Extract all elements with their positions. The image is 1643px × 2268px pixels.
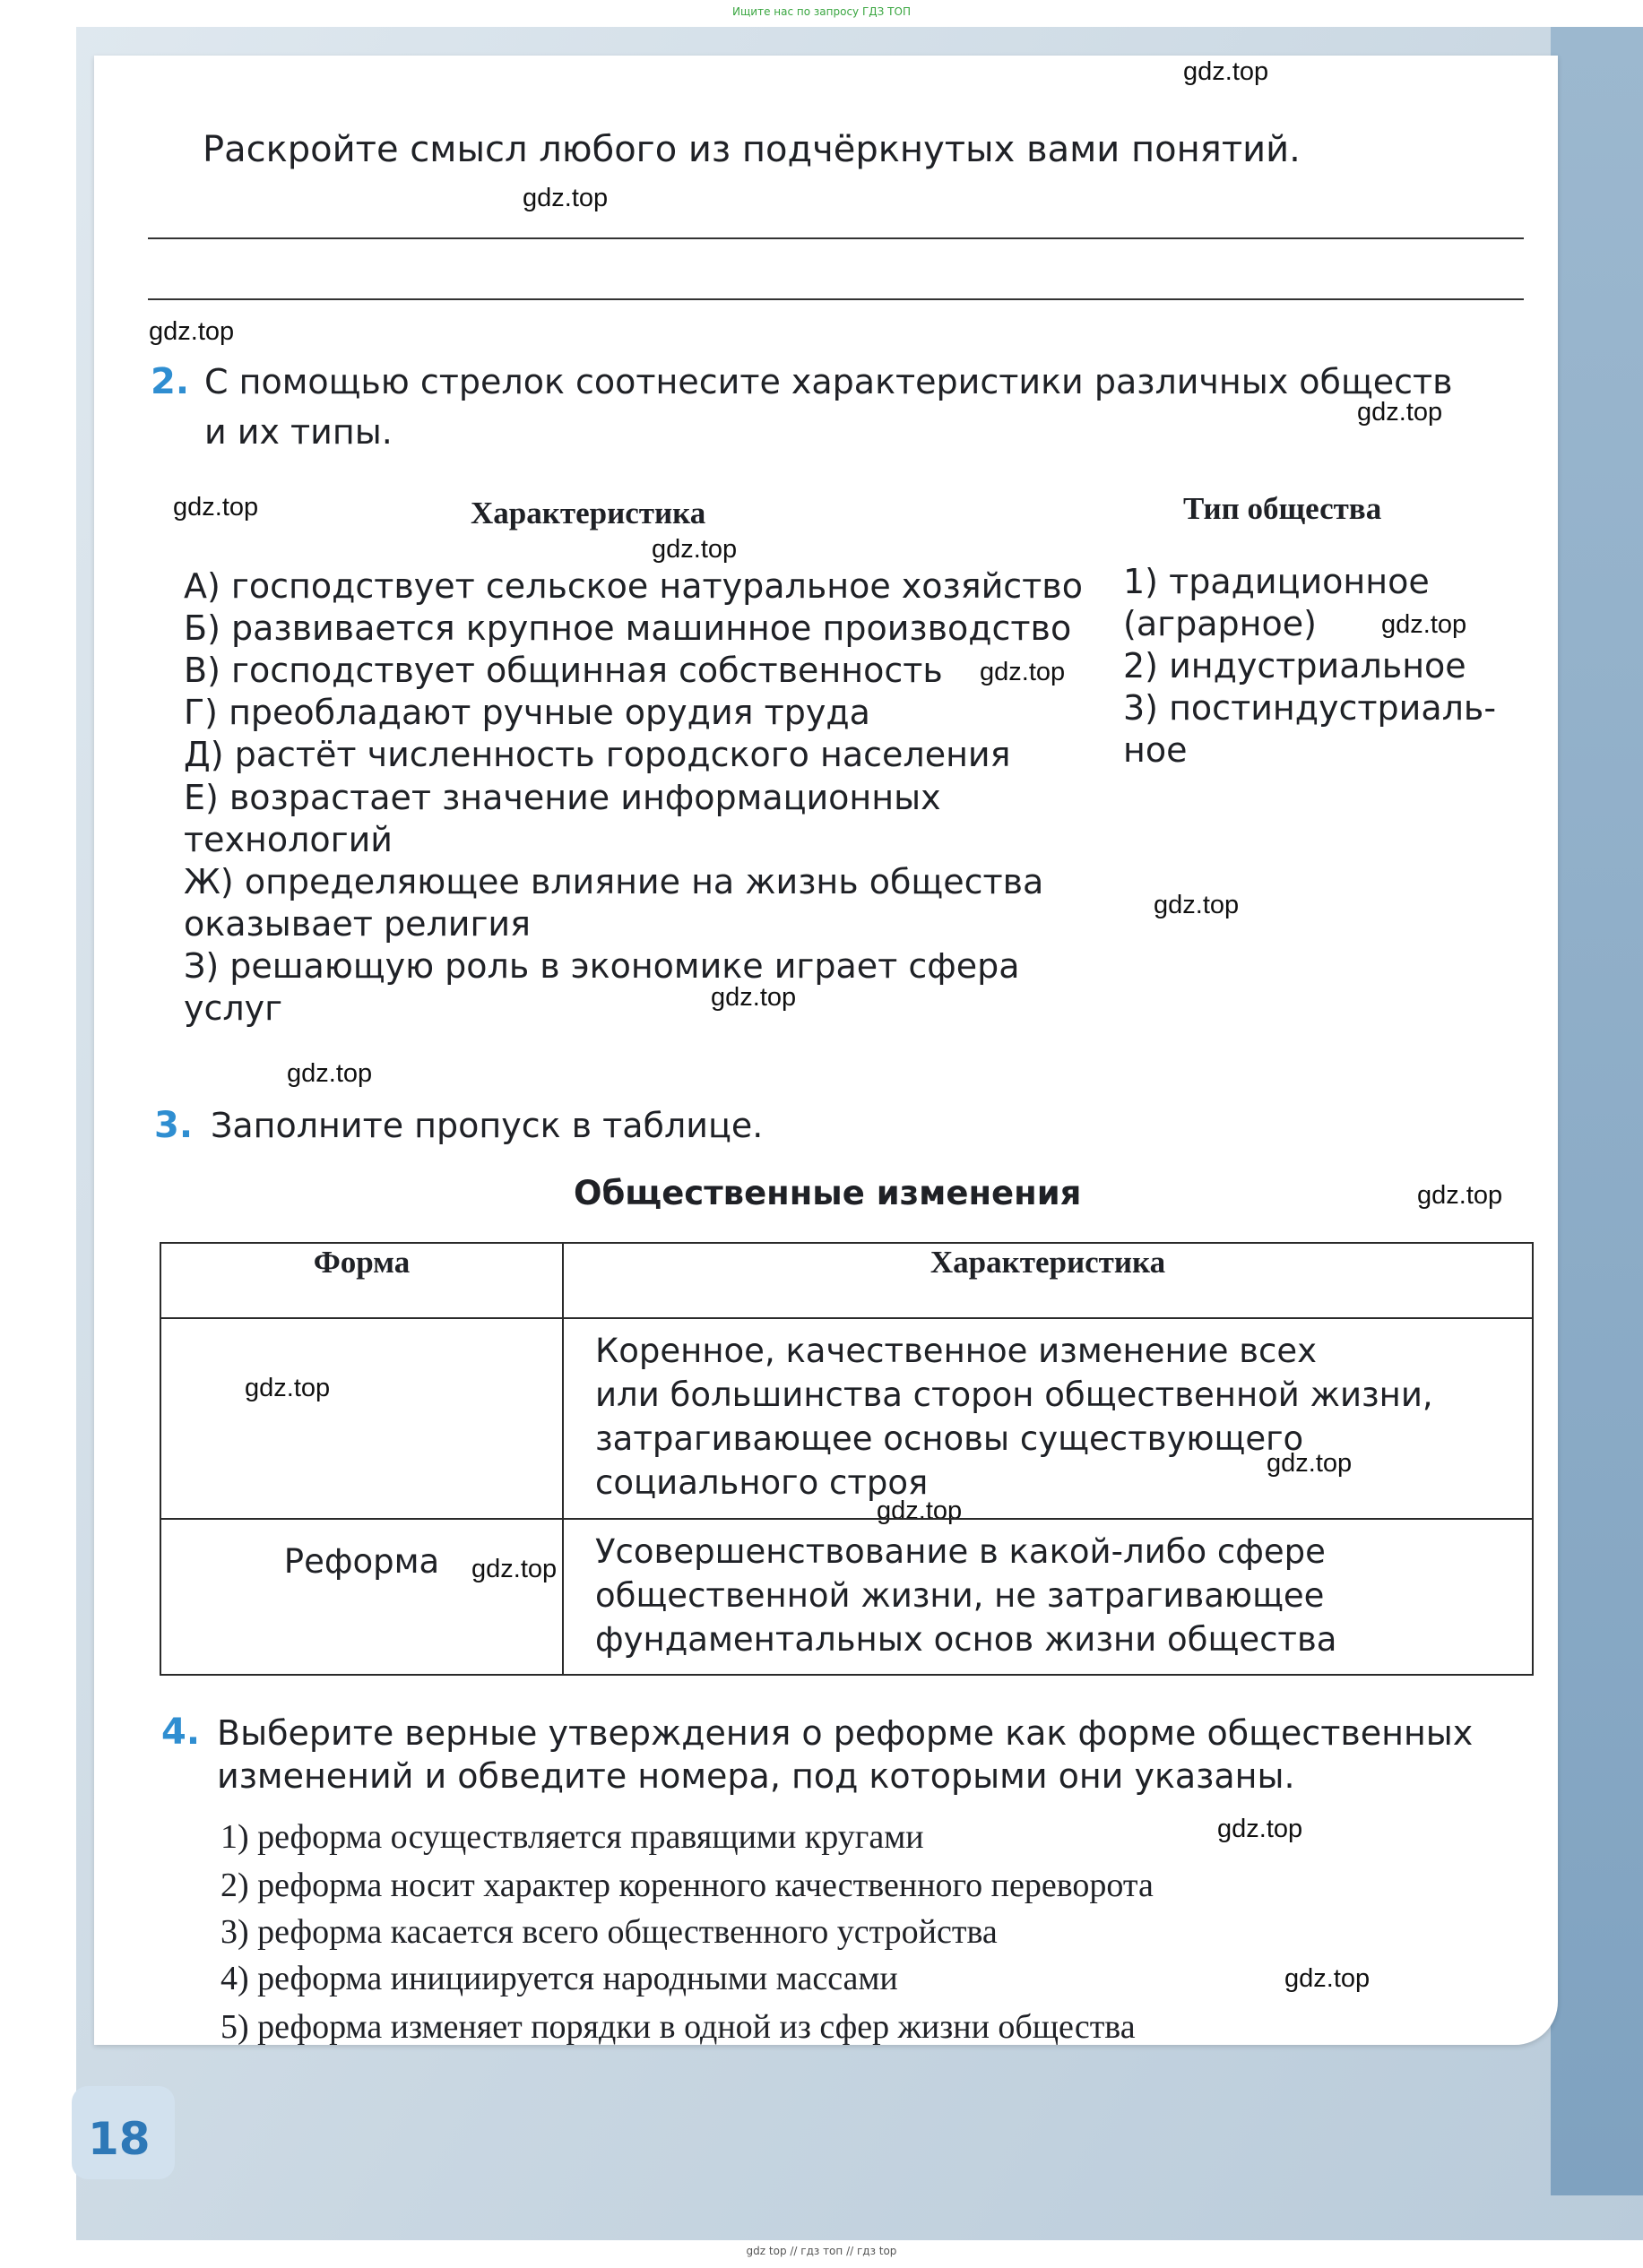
task2-instruction-line1: С помощью стрелок соотнесите характеристики различных обществ: [204, 362, 1453, 401]
char-item-e[interactable]: Е) возрастает значение информационных: [184, 778, 941, 817]
form-cell: [160, 1519, 563, 1675]
type-item-1-cont: (аграрное): [1123, 604, 1317, 643]
watermark: gdz.top: [1183, 57, 1269, 86]
watermark: gdz.top: [523, 184, 609, 212]
char-item-g[interactable]: Г) преобладают ручные орудия труда: [184, 693, 870, 732]
task4-instruction-line2: изменений и обведите номера, под которыми они указаны.: [217, 1756, 1295, 1796]
char-item-b[interactable]: Б) развивается крупное машинное производство: [184, 608, 1072, 648]
char-item-z[interactable]: З) решающую роль в экономике играет сфера: [184, 946, 1020, 986]
watermark: gdz.top: [1284, 1964, 1371, 1993]
type-item-3[interactable]: 3) постиндустриаль-: [1123, 688, 1497, 728]
watermark: gdz.top: [245, 1374, 331, 1402]
table-header-row: [160, 1243, 1533, 1318]
type-item-1[interactable]: 1) традиционное: [1123, 562, 1430, 601]
watermark: gdz.top: [1357, 398, 1443, 427]
page-number: 18: [88, 2113, 151, 2165]
watermark: gdz.top: [471, 1555, 558, 1583]
header-characteristic: Характеристика: [563, 1243, 1533, 1318]
task2-number: 2.: [151, 361, 190, 402]
option-4[interactable]: 4) реформа инициируется народными массами: [221, 1960, 898, 1997]
characteristics-header: Характеристика: [471, 496, 706, 530]
bottom-banner: gdz top // гдз топ // гдз top: [746, 2245, 897, 2257]
characteristic-text: [565, 1320, 1531, 1513]
char-item-zh-cont: оказывает религия: [184, 904, 531, 944]
task1-instruction: Раскройте смысл любого из подчёркнутых вами понятий.: [203, 129, 1301, 170]
social-changes-table: [160, 1242, 1534, 1676]
text-line: Коренное, качественное изменение всех: [595, 1332, 1318, 1370]
watermark: gdz.top: [1381, 610, 1467, 639]
watermark: gdz.top: [980, 658, 1066, 686]
type-item-3-cont: ное: [1123, 730, 1188, 770]
top-banner: Ищите нас по запросу ГДЗ ТОП: [732, 5, 911, 18]
page-number-badge: [72, 2086, 175, 2179]
watermark: gdz.top: [877, 1496, 963, 1525]
char-item-z-cont: услуг: [184, 988, 283, 1028]
option-2[interactable]: 2) реформа носит характер коренного качественного переворота: [221, 1867, 1154, 1904]
answer-line-2[interactable]: [148, 298, 1524, 300]
task4-number: 4.: [161, 1712, 201, 1753]
table-row: [160, 1318, 1533, 1519]
text-line: или большинства сторон общественной жизни,: [595, 1375, 1433, 1414]
char-item-e-cont: технологий: [184, 820, 393, 859]
task4-instruction-line1: Выберите верные утверждения о реформе как форме общественных: [217, 1713, 1474, 1753]
watermark: gdz.top: [1267, 1449, 1353, 1478]
answer-line-1[interactable]: [148, 237, 1524, 239]
task3-number: 3.: [154, 1105, 194, 1146]
char-item-zh[interactable]: Ж) определяющее влияние на жизнь общества: [184, 862, 1044, 901]
watermark: gdz.top: [287, 1059, 373, 1088]
option-1[interactable]: 1) реформа осуществляется правящими кругами: [221, 1818, 924, 1856]
page-edge-band: [1551, 27, 1643, 2195]
type-item-2[interactable]: 2) индустриальное: [1123, 646, 1466, 686]
watermark: gdz.top: [149, 317, 235, 346]
form-reform: Реформа: [283, 1542, 440, 1581]
characteristic-cell: [563, 1519, 1533, 1675]
watermark: gdz.top: [652, 535, 738, 564]
text-line: Усовершенствование в какой-либо сфере: [595, 1532, 1326, 1571]
form-blank-input[interactable]: [160, 1318, 563, 1519]
watermark: gdz.top: [1154, 891, 1240, 919]
watermark: gdz.top: [173, 493, 259, 522]
table-row: [160, 1519, 1533, 1675]
char-item-v[interactable]: В) господствует общинная собственность: [184, 651, 943, 690]
society-type-header: Тип общества: [1183, 491, 1382, 526]
task3-instruction: Заполните пропуск в таблице.: [211, 1106, 764, 1145]
characteristic-cell: [563, 1318, 1533, 1519]
watermark: gdz.top: [1217, 1815, 1303, 1843]
char-item-a[interactable]: А) господствует сельское натуральное хозяйство: [184, 566, 1083, 606]
watermark: gdz.top: [1417, 1181, 1503, 1210]
header-form: Форма: [160, 1243, 563, 1318]
text-line: фундаментальных основ жизни общества: [595, 1620, 1337, 1659]
text-line: социального строя: [595, 1463, 929, 1502]
option-5[interactable]: 5) реформа изменяет порядки в одной из сфер жизни общества: [221, 2008, 1136, 2046]
task2-instruction-line2: и их типы.: [204, 412, 393, 452]
watermark: gdz.top: [711, 983, 797, 1012]
table-title: Общественные изменения: [574, 1174, 1082, 1212]
char-item-d[interactable]: Д) растёт численность городского населения: [184, 735, 1011, 774]
text-line: затрагивающее основы существующего: [595, 1419, 1304, 1458]
characteristic-text: [565, 1521, 1531, 1670]
option-3[interactable]: 3) реформа касается всего общественного устройства: [221, 1913, 998, 1951]
text-line: общественной жизни, не затрагивающее: [595, 1576, 1325, 1615]
